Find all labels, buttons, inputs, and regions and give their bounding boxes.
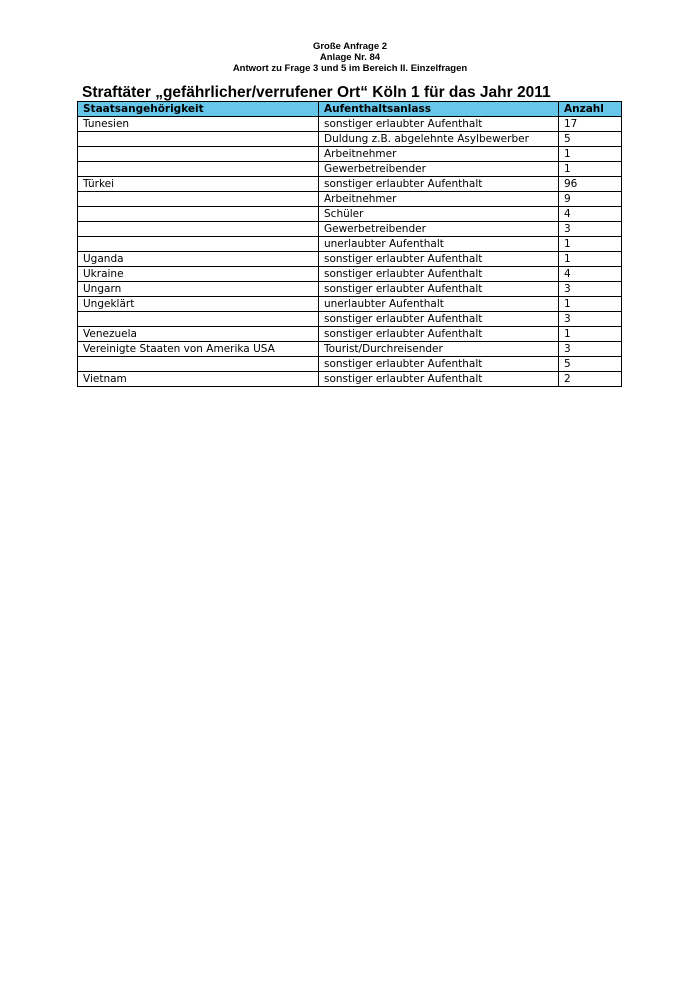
table-row: [78, 222, 622, 237]
cell-count: 1: [559, 162, 622, 177]
cell-residence-reason: sonstiger erlaubter Aufenthalt: [319, 372, 559, 387]
cell-nationality: [78, 207, 319, 222]
cell-residence-reason: Tourist/Durchreisender: [319, 342, 559, 357]
cell-residence-reason: sonstiger erlaubter Aufenthalt: [319, 252, 559, 267]
cell-residence-reason: Gewerbetreibender: [319, 162, 559, 177]
cell-nationality: Venezuela: [78, 327, 319, 342]
table-row: [78, 147, 622, 162]
table-row: [78, 312, 622, 327]
cell-residence-reason: unerlaubter Aufenthalt: [319, 237, 559, 252]
table-row: [78, 162, 622, 177]
table-row: [78, 132, 622, 147]
table-row: [78, 282, 622, 297]
table-row: [78, 177, 622, 192]
cell-count: 1: [559, 252, 622, 267]
cell-count: 4: [559, 267, 622, 282]
cell-residence-reason: sonstiger erlaubter Aufenthalt: [319, 282, 559, 297]
column-header-count: Anzahl: [559, 102, 622, 117]
cell-count: 4: [559, 207, 622, 222]
cell-residence-reason: Arbeitnehmer: [319, 192, 559, 207]
cell-nationality: [78, 162, 319, 177]
table-row: [78, 207, 622, 222]
cell-residence-reason: sonstiger erlaubter Aufenthalt: [319, 267, 559, 282]
cell-residence-reason: sonstiger erlaubter Aufenthalt: [319, 117, 559, 132]
cell-count: 96: [559, 177, 622, 192]
cell-nationality: Ungarn: [78, 282, 319, 297]
document-header: [0, 41, 700, 74]
cell-count: 1: [559, 147, 622, 162]
offender-table: [77, 101, 622, 387]
cell-count: 3: [559, 312, 622, 327]
cell-nationality: Uganda: [78, 252, 319, 267]
cell-residence-reason: sonstiger erlaubter Aufenthalt: [319, 312, 559, 327]
cell-nationality: [78, 132, 319, 147]
table-row: [78, 372, 622, 387]
cell-count: 3: [559, 282, 622, 297]
cell-nationality: Tunesien: [78, 117, 319, 132]
cell-residence-reason: Schüler: [319, 207, 559, 222]
header-line-answer: Antwort zu Frage 3 und 5 im Bereich II. Einzelfragen: [232, 63, 468, 74]
cell-residence-reason: sonstiger erlaubter Aufenthalt: [319, 177, 559, 192]
cell-nationality: [78, 147, 319, 162]
table-row: [78, 192, 622, 207]
cell-count: 17: [559, 117, 622, 132]
cell-nationality: Türkei: [78, 177, 319, 192]
table-row: [78, 342, 622, 357]
cell-residence-reason: sonstiger erlaubter Aufenthalt: [319, 327, 559, 342]
cell-residence-reason: unerlaubter Aufenthalt: [319, 297, 559, 312]
page-title: Straftäter „gefährlicher/verrufener Ort“ Köln 1 für das Jahr 2011: [82, 84, 551, 101]
table-row: [78, 357, 622, 372]
cell-residence-reason: Gewerbetreibender: [319, 222, 559, 237]
cell-nationality: Ungeklärt: [78, 297, 319, 312]
cell-count: 5: [559, 132, 622, 147]
table-row: [78, 117, 622, 132]
cell-count: 5: [559, 357, 622, 372]
cell-residence-reason: Arbeitnehmer: [319, 147, 559, 162]
cell-count: 1: [559, 237, 622, 252]
cell-nationality: [78, 192, 319, 207]
cell-residence-reason: Duldung z.B. abgelehnte Asylbewerber: [319, 132, 559, 147]
cell-count: 9: [559, 192, 622, 207]
cell-nationality: Ukraine: [78, 267, 319, 282]
cell-residence-reason: sonstiger erlaubter Aufenthalt: [319, 357, 559, 372]
cell-nationality: Vereinigte Staaten von Amerika USA: [78, 342, 319, 357]
cell-nationality: [78, 312, 319, 327]
cell-count: 1: [559, 327, 622, 342]
cell-nationality: Vietnam: [78, 372, 319, 387]
cell-count: 3: [559, 222, 622, 237]
column-header-nationality: Staatsangehörigkeit: [78, 102, 319, 117]
table-row: [78, 237, 622, 252]
cell-count: 2: [559, 372, 622, 387]
table-row: [78, 267, 622, 282]
table-row: [78, 297, 622, 312]
table-body: [78, 117, 622, 387]
table-row: [78, 327, 622, 342]
table-row: [78, 252, 622, 267]
table-header-row: [78, 102, 622, 117]
cell-count: 3: [559, 342, 622, 357]
header-line-request: Große Anfrage 2: [312, 41, 388, 52]
cell-nationality: [78, 357, 319, 372]
header-line-attachment: Anlage Nr. 84: [319, 52, 381, 63]
column-header-residence-reason: Aufenthaltsanlass: [319, 102, 559, 117]
cell-nationality: [78, 237, 319, 252]
cell-count: 1: [559, 297, 622, 312]
cell-nationality: [78, 222, 319, 237]
